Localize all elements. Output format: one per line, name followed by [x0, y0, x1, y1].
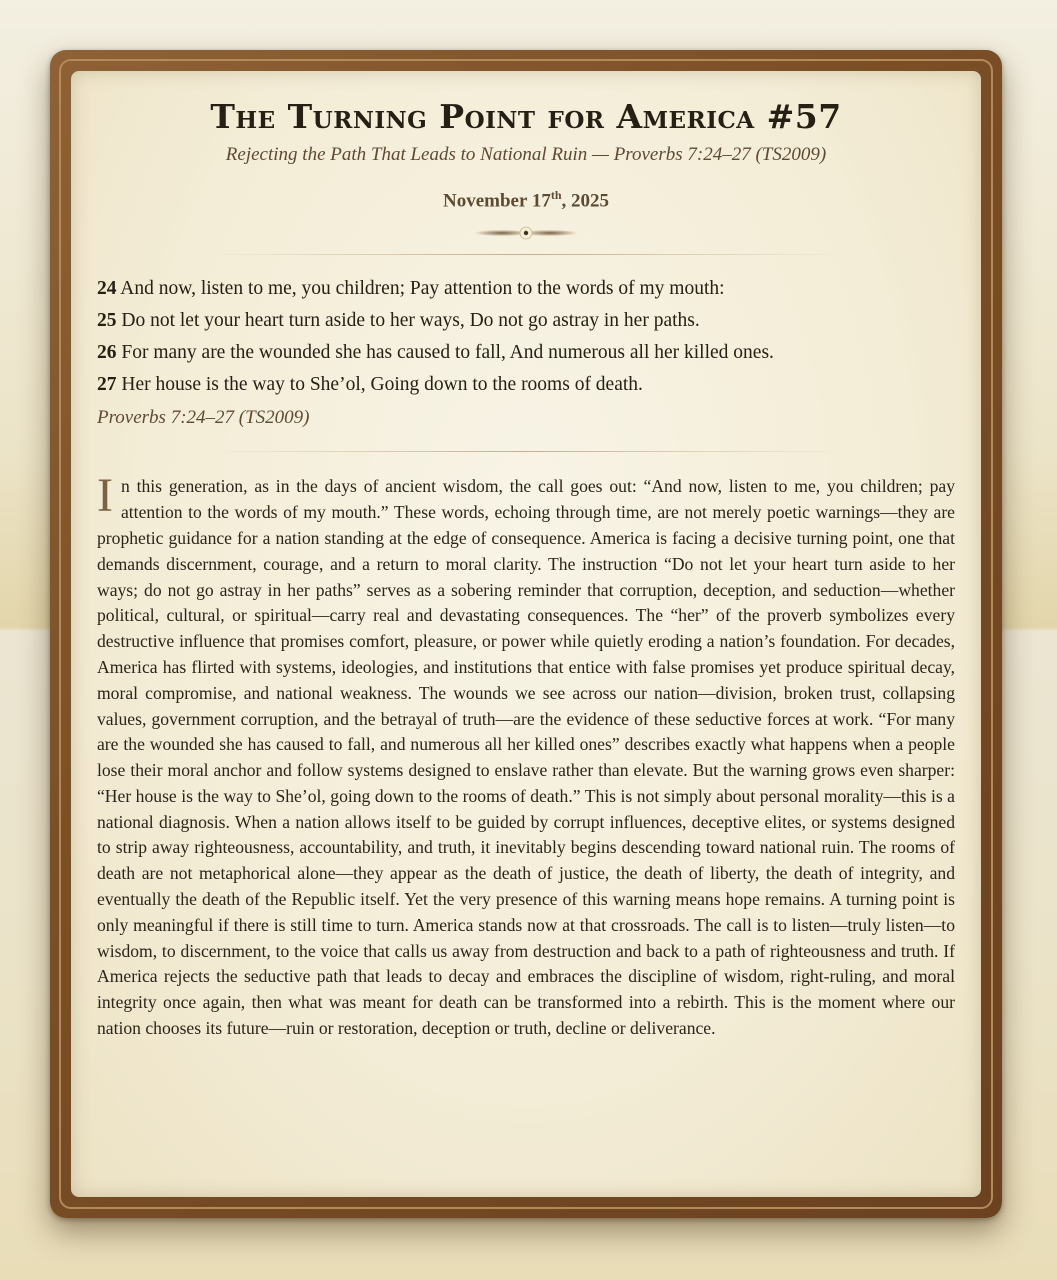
drop-cap: I — [97, 469, 113, 523]
verse-text: For many are the wounded she has caused to fall, And numerous all her killed ones. — [116, 342, 774, 364]
verse-number: 24 — [97, 278, 117, 300]
page-title: The Turning Point for America #57 — [210, 97, 842, 136]
verse-number: 27 — [97, 374, 117, 396]
page-subtitle: Rejecting the Path That Leads to National Ruin — Proverbs 7:24–27 (TS2009) — [225, 144, 827, 165]
verse-text: And now, listen to me, you children; Pay attention to the words of my mouth: — [116, 278, 725, 300]
article-text: n this generation, as in the days of ancient wisdom, the call goes out: “And now, listen to me, you children; pay attention to the words of my mouth.” These words, echoing through time, are not merely poetic warnings—they are prophetic guidance for a nation standing at the edge of consequence. America is facing a decisive turning point, one that demands discernment, courage, and a return to moral clarity. The instruction “Do not let your heart turn aside to her ways; do not go astray in her paths” serves as a sobering reminder that corruption, deception, and seduction—whether political, cultural, or spiritual—carry real and devastating consequences. The “her” of the proverb symbolizes every destructive influence that promises comfort, pleasure, or power while quietly eroding a nation’s foundation. For decades, America has flirted with systems, ideologies, and institutions that entice with false promises yet produce spiritual decay, moral compromise, and national weakness. The wounds we see across our nation—division, broken trust, collapsing values, government corruption, and the betrayal of truth—are the evidence of these seductive forces at work. “For many are the wounded she has caused to fall, and numerous all her killed ones” describes exactly what happens when a people lose their moral anchor and follow systems designed to enslave rather than elevate. But the warning grows even sharper: “Her house is the way to She’ol, going down to the rooms of death.” This is not simply about personal morality—this is a national diagnosis. When a nation allows itself to be guided by corrupt influences, deceptive elites, or systems designed to strip away righteousness, accountability, and truth, it inevitably begins descending toward national ruin. The rooms of death are not metaphorical alone—they appear as the death of justice, the death of liberty, the death of integrity, and eventually the death of the Republic itself. Yet the very presence of this warning means hope remains. A turning point is only meaningful if there is still time to turn. America stands now at that crossroads. The call is to listen—truly listen—to wisdom, to discernment, to the voice that calls us away from destruction and back to a path of righteousness and truth. If America rejects the seductive path that leads to decay and embraces the discipline of wisdom, right-ruling, and moral integrity once again, then what was meant for death can be transformed into a rebirth. This is the moment where our nation chooses its future—ruin or restoration, deception or truth, decline or deliverance. — [97, 476, 955, 1039]
article-body — [97, 469, 955, 1042]
scripture-reference: Proverbs 7:24–27 (TS2009) — [97, 407, 310, 429]
section-divider — [207, 254, 845, 255]
parchment-panel — [71, 71, 981, 1197]
section-divider — [207, 451, 845, 452]
publish-date — [97, 188, 955, 212]
verse-text: Her house is the way to She’ol, Going down to the rooms of death. — [116, 374, 643, 396]
date-suffix: th — [550, 188, 562, 202]
verse-line — [97, 337, 955, 369]
divider-ornament-icon — [471, 226, 581, 240]
date-main: November 17 — [443, 190, 551, 212]
verse-number: 25 — [97, 310, 117, 332]
verse-number: 26 — [97, 342, 117, 364]
verse-text: Do not let your heart turn aside to her ways, Do not go astray in her paths. — [116, 310, 700, 332]
date-year: , 2025 — [561, 190, 609, 212]
verse-line — [97, 273, 955, 305]
scripture-verses — [97, 273, 955, 433]
verse-line — [97, 369, 955, 401]
verse-line — [97, 305, 955, 337]
wooden-frame — [50, 50, 1002, 1218]
